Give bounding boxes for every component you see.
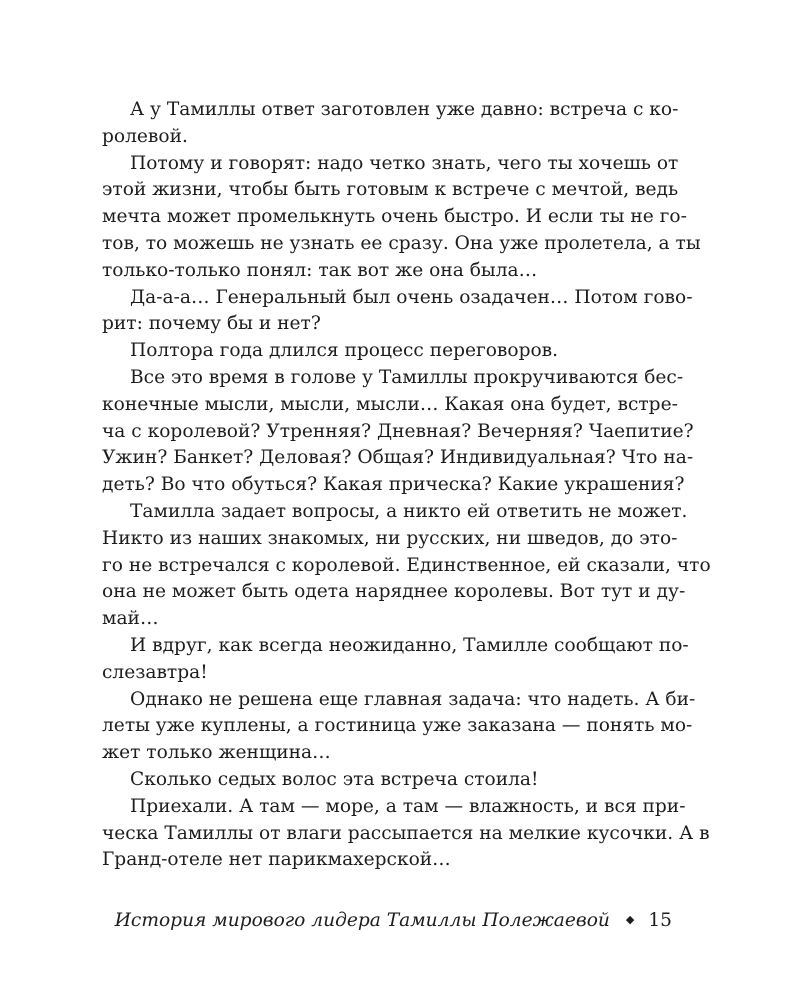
text-line: мечта может промелькнуть очень быстро. И если ты не го- <box>102 206 687 228</box>
text-line: рит: почему бы и нет? <box>102 313 321 335</box>
text-line: Потому и говорят: надо четко знать, чего ты хочешь от <box>130 152 679 174</box>
diamond-separator-icon: ◆ <box>625 913 635 926</box>
text-line: конечные мысли, мысли, мысли… Какая она будет, встре- <box>102 393 678 415</box>
text-line: май… <box>102 608 159 630</box>
text-line: тов, то можешь не узнать ее сразу. Она уже пролетела, а ты <box>102 232 701 254</box>
text-line: А у Тамиллы ответ заготовлен уже давно: встреча с ко- <box>130 99 679 120</box>
text-line: И вдруг, как всегда неожиданно, Тамилле сообщают по- <box>130 634 689 656</box>
text-line: Никто из наших знакомых, ни русских, ни шведов, до это- <box>102 527 678 549</box>
text-line: Полтора года длился процесс переговоров. <box>130 340 559 362</box>
text-line: леты уже куплены, а гостиница уже заказана — понять мо- <box>102 715 693 737</box>
text-line: ролевой. <box>102 125 188 147</box>
text-line: этой жизни, чтобы быть готовым к встрече с мечтой, ведь <box>102 179 679 201</box>
text-line: она не может быть одета наряднее королевы. Вот тут и ду- <box>102 581 686 603</box>
text-line: жет только женщина… <box>102 742 331 764</box>
text-line: Ужин? Банкет? Деловая? Общая? Индивидуальная? Что на- <box>102 447 694 469</box>
body-text <box>102 97 711 874</box>
text-line: ча с королевой? Утренняя? Дневная? Вечерняя? Чаепитие? <box>102 420 694 442</box>
text-line: ческа Тамиллы от влаги рассыпается на мелкие кусочки. А в <box>102 822 710 844</box>
text-line: слезавтра! <box>102 661 208 683</box>
text-line: Да-а-а… Генеральный был очень озадачен… Потом гово- <box>130 286 693 308</box>
text-line: Сколько седых волос эта встреча стоила! <box>130 768 539 790</box>
page-footer <box>102 908 672 936</box>
text-line: Гранд-отеле нет парикмахерской… <box>102 849 451 871</box>
text-line: только-только понял: так вот же она была… <box>102 259 538 281</box>
text-line: Однако не решена еще главная задача: что надеть. А би- <box>130 688 696 710</box>
text-line: Приехали. А там — море, а там — влажность, и вся при- <box>130 795 686 817</box>
text-line: деть? Во что обуться? Какая прическа? Какие украшения? <box>102 474 685 496</box>
page-number: 15 <box>648 910 672 931</box>
text-line: Все это время в голове у Тамиллы прокручиваются бес- <box>130 366 684 388</box>
text-line: го не встречался с королевой. Единственное, ей сказали, что <box>102 554 711 576</box>
running-title: История мирового лидера Тамиллы Полежаевой <box>114 910 610 931</box>
text-line: Тамилла задает вопросы, а никто ей ответить не может. <box>130 500 688 522</box>
